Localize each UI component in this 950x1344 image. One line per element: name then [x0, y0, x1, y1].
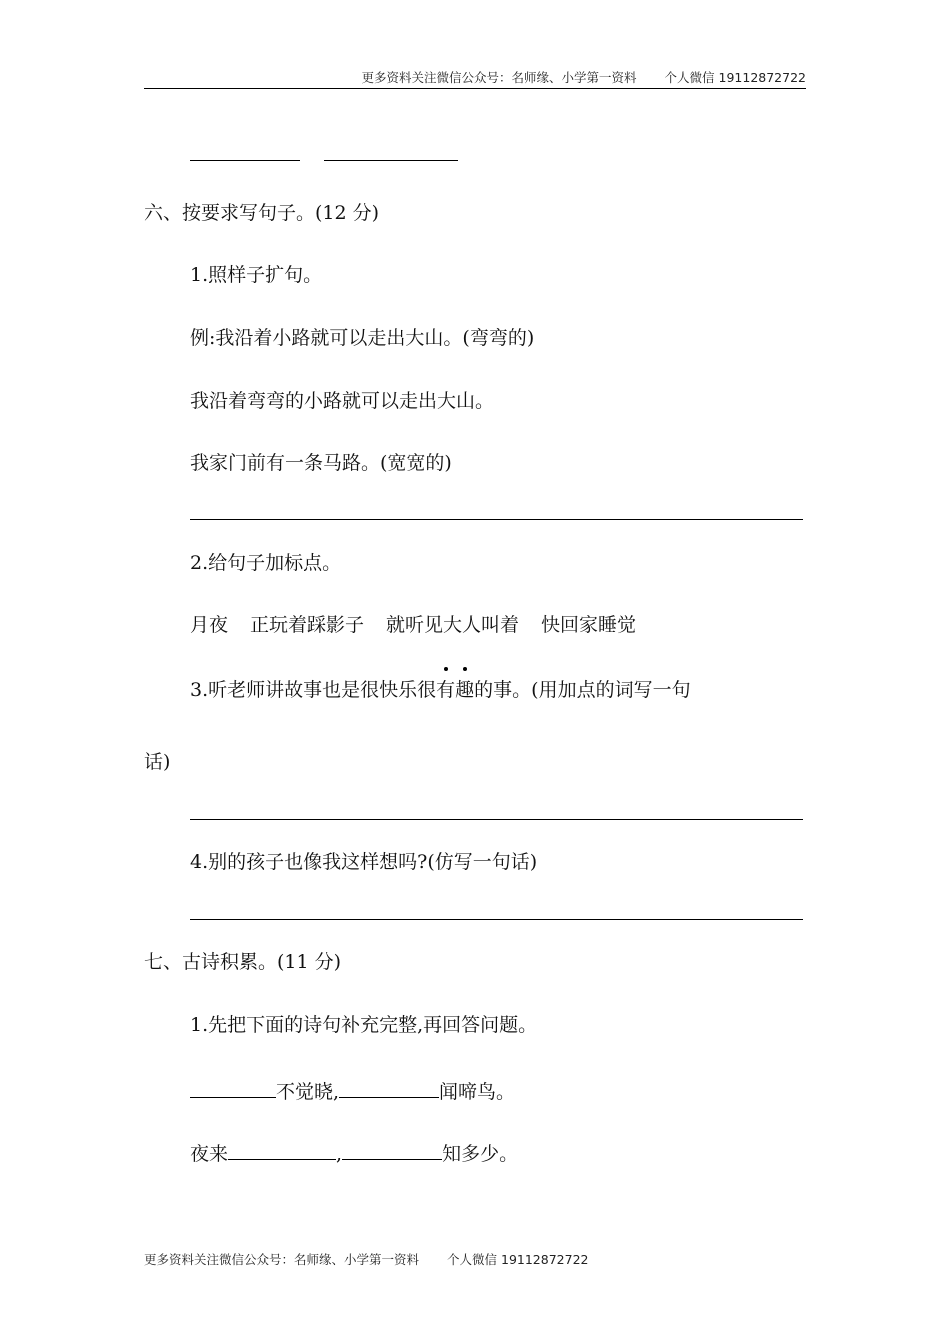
poem-text: ,	[336, 1143, 343, 1165]
page-header	[144, 68, 806, 86]
q2-prompt: 2.给句子加标点。	[190, 552, 342, 574]
header-divider	[144, 88, 806, 89]
dotted-character: 趣	[455, 679, 475, 701]
poem-line-2	[190, 1141, 518, 1164]
q1-answer-line[interactable]	[190, 519, 803, 520]
footer-notice: 更多资料关注微信公众号：名师缘、小学第一资料	[144, 1252, 420, 1267]
poem-text: 知多少。	[442, 1143, 519, 1165]
q2-phrase: 就听见大人叫着	[386, 614, 520, 636]
s7-q1-prompt: 1.先把下面的诗句补充完整,再回答问题。	[190, 1014, 538, 1036]
section6-heading: 六、按要求写句子。(12 分)	[144, 202, 380, 224]
dotted-character: 有	[436, 679, 456, 701]
q4-answer-line[interactable]	[190, 919, 803, 920]
q3-answer-line[interactable]	[190, 819, 803, 820]
q2-phrases	[190, 616, 636, 635]
section7-heading: 七、古诗积累。(11 分)	[144, 951, 342, 973]
poem-text: 不觉晓,	[276, 1081, 340, 1103]
q3-prefix: 3.听老师讲故事也是很快乐很	[190, 679, 437, 701]
poem-blank[interactable]	[339, 1079, 439, 1098]
q3-continuation: 话)	[144, 751, 171, 773]
q2-phrase: 正玩着踩影子	[250, 614, 365, 636]
q1-task: 我家门前有一条马路。(宽宽的)	[190, 452, 452, 474]
poem-text: 夜来	[190, 1143, 229, 1165]
q3-suffix: 的事。(用加点的词写一句	[474, 679, 691, 701]
q3-prompt	[190, 681, 691, 700]
page-footer	[144, 1250, 588, 1268]
q2-phrase: 月夜	[190, 614, 229, 636]
poem-line-1	[190, 1079, 515, 1102]
q1-example-answer: 我沿着弯弯的小路就可以走出大山。	[190, 390, 495, 412]
answer-blank[interactable]	[324, 142, 458, 161]
answer-blank[interactable]	[190, 142, 300, 161]
header-contact: 个人微信 19112872722	[664, 70, 806, 85]
top-answer-blanks	[190, 142, 458, 165]
q2-phrase: 快回家睡觉	[541, 614, 637, 636]
poem-text: 闻啼鸟。	[439, 1081, 516, 1103]
q4-prompt: 4.别的孩子也像我这样想吗?(仿写一句话)	[190, 851, 538, 873]
q1-example: 例:我沿着小路就可以走出大山。(弯弯的)	[190, 327, 535, 349]
q1-prompt: 1.照样子扩句。	[190, 264, 323, 286]
poem-blank[interactable]	[228, 1141, 336, 1160]
footer-contact: 个人微信 19112872722	[447, 1252, 589, 1267]
poem-blank[interactable]	[190, 1079, 276, 1098]
poem-blank[interactable]	[342, 1141, 442, 1160]
header-notice: 更多资料关注微信公众号：名师缘、小学第一资料	[361, 70, 637, 85]
